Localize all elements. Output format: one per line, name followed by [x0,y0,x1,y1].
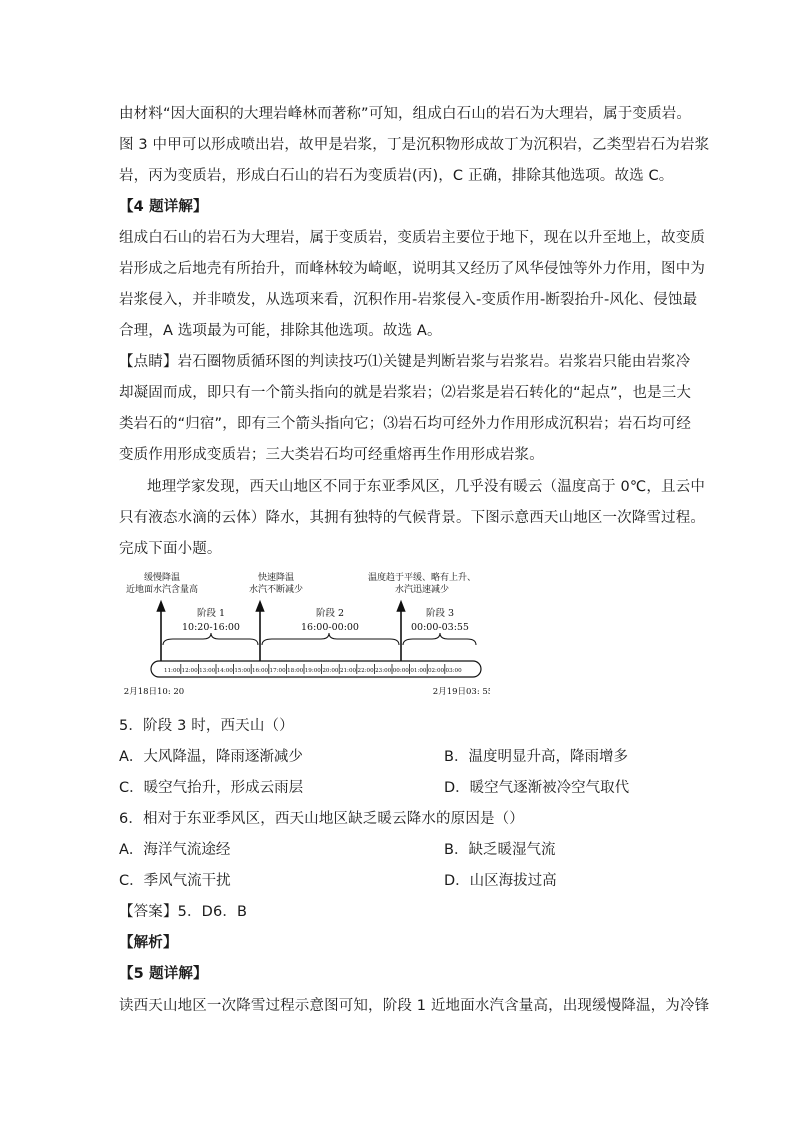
timeline-tick-label: 11:00 [163,668,181,674]
paragraph-line: 只有液态水滴的云体）降水，其拥有独特的气候背景。下图示意西天山地区一次降雪过程。 [119,510,705,526]
paragraph-line: 由材料“因大面积的大理岩峰林而著称”可知，组成白石山的岩石为大理岩，属于变质岩。 [119,106,692,122]
annotation-stage3-line2: 水汽迅速减少 [394,585,450,595]
timeline-tick-label: 03:00 [445,668,462,674]
timeline-tick-label: 12:00 [181,668,198,674]
question-5-stem: 5．阶段 3 时，西天山（） [119,718,294,734]
stage2-brace [262,633,399,645]
stage1-time: 10:20-16:00 [182,622,240,633]
q5-option-d[interactable]: D．暖空气逐渐被冷空气取代 [444,780,630,796]
q5-option-b[interactable]: B．温度明显升高，降雨增多 [444,749,628,765]
timeline-tick-label: 21:00 [339,668,357,674]
annotation-stage2-line1: 快速降温 [257,573,295,583]
annotation-stage1-line2: 近地面水汽含量高 [125,585,199,595]
snowfall-timeline-figure [118,565,490,700]
annotation-stage3-line1: 温度趋于平缓、略有上升、 [367,573,477,583]
timeline-tick-label: 20:00 [322,668,339,674]
q6-option-c[interactable]: C．季风气流干扰 [119,873,231,889]
timeline-svg [118,565,490,700]
paragraph-line: 地理学家发现，西天山地区不同于东亚季风区，几乎没有暖云（温度高于 0℃，且云中 [147,479,705,495]
timeline-tick-label: 13:00 [199,668,216,674]
q6-option-b[interactable]: B．缺乏暖湿气流 [444,842,556,858]
paragraph-line: 却凝固而成，即只有一个箭头指向的就是岩浆岩；⑵岩浆是岩石转化的“起点”，也是三大 [119,385,692,401]
annotation-stage1-line1: 缓慢降温 [143,573,181,583]
timeline-end-label: 2月19日03: 55 [432,687,490,697]
analysis-heading: 【解析】 [119,935,178,951]
question-6-stem: 6．相对于东亚季风区，西天山地区缺乏暖云降水的原因是（） [119,811,524,827]
annotation-stage2-line2: 水汽不断减少 [248,585,304,595]
section-heading: 【5 题详解】 [119,966,208,982]
answer-line: 【答案】5．D6．B [119,904,248,920]
paragraph-line: 组成白石山的岩石为大理岩，属于变质岩，变质岩主要位于地下，现在以升至地上，故变质 [119,230,705,246]
stage3-label: 阶段 3 [425,608,455,619]
stage2-label: 阶段 2 [315,608,345,619]
stage3-time: 00:00-03:55 [411,622,469,633]
paragraph-line: 岩浆侵入，并非喷发，从选项来看，沉积作用-岩浆侵入-变质作用-断裂抬升-风化、侵蚀最 [119,292,698,308]
arrow-head [158,602,165,611]
paragraph-line: 类岩石的“归宿”，即有三个箭头指向它；⑶岩石均可经外力作用形成沉积岩；岩石均可经 [119,416,692,432]
timeline-tick-label: 15:00 [234,668,251,674]
timeline-tick-label: 19:00 [304,668,321,674]
section-heading: 【4 题详解】 [119,199,208,215]
timeline-tick-label: 18:00 [287,668,304,674]
paragraph-line: 读西天山地区一次降雪过程示意图可知，阶段 1 近地面水汽含量高，出现缓慢降温，为冷锋 [119,998,710,1014]
timeline-tick-label: 02:00 [427,668,445,674]
timeline-start-label: 2月18日10: 20 [123,687,185,697]
timeline-tick-label: 23:00 [375,668,392,674]
paragraph-line: 合理，A 选项最为可能，排除其他选项。故选 A。 [119,323,442,339]
stage1-label: 阶段 1 [196,608,226,619]
stage1-brace [163,633,258,645]
timeline-tick-label: 00:00 [392,668,409,674]
timeline-tick-label: 14:00 [216,668,233,674]
paragraph-line: 岩，丙为变质岩，形成白石山的岩石为变质岩(丙)，C 正确，排除其他选项。故选 C。 [119,168,674,184]
tip-paragraph: 【点睛】岩石圈物质循环图的判读技巧⑴关键是判断岩浆与岩浆岩。岩浆岩只能由岩浆冷 [119,354,691,370]
q6-option-a[interactable]: A．海洋气流途经 [119,842,231,858]
paragraph-line: 岩形成之后地壳有所抬升，而峰林较为崎岖，说明其又经历了风华侵蚀等外力作用，图中为 [119,261,705,277]
paragraph-line: 变质作用形成变质岩；三大类岩石均可经重熔再生作用形成岩浆。 [119,447,544,463]
timeline-tick-label: 22:00 [357,668,374,674]
q6-option-d[interactable]: D．山区海拔过高 [444,873,557,889]
q5-option-a[interactable]: A．大风降温，降雨逐渐减少 [119,749,303,765]
stage3-brace [403,633,476,645]
arrow-head [398,602,405,611]
timeline-tick-label: 01:00 [410,668,427,674]
q5-option-c[interactable]: C．暖空气抬升，形成云雨层 [119,780,304,796]
timeline-tick-label: 16:00 [251,668,269,674]
timeline-tick-label: 17:00 [269,668,286,674]
paragraph-line: 完成下面小题。 [119,541,222,557]
paragraph-line: 图 3 中甲可以形成喷出岩，故甲是岩浆，丁是沉积物形成故丁为沉积岩，乙类型岩石为岩浆 [119,137,710,153]
arrow-head [257,602,264,611]
stage2-time: 16:00-00:00 [301,622,359,633]
